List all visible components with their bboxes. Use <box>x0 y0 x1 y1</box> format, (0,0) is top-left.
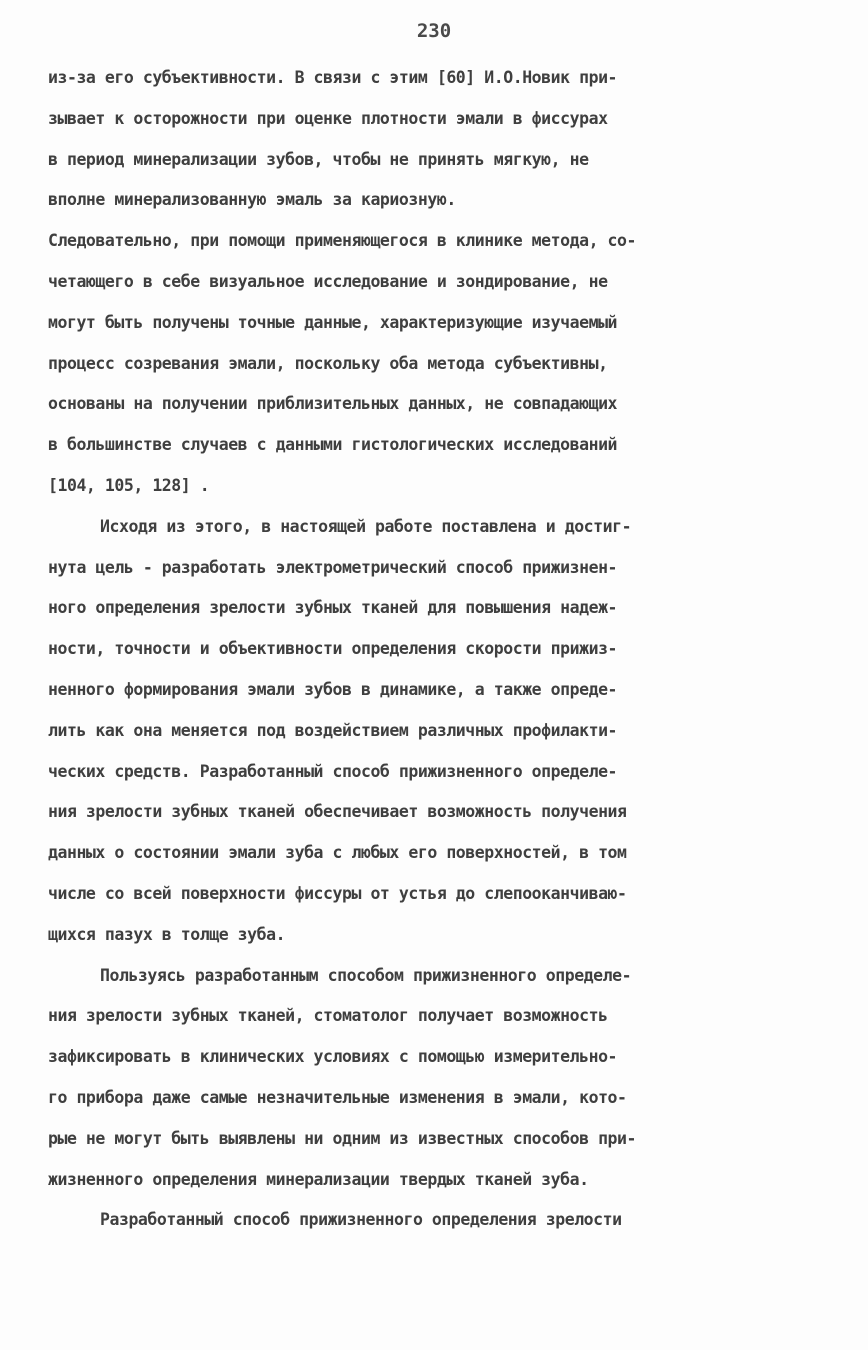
text-line: в период минерализации зубов, чтобы не принять мягкую, не <box>48 149 589 169</box>
paragraph-first-line: Исходя из этого, в настоящей работе поставлена и достиг- <box>100 516 632 536</box>
paragraph-first-line: Пользуясь разработанным способом прижизненного определе- <box>100 965 632 985</box>
paragraph-first-line: Разработанный способ прижизненного определения зрелости <box>100 1210 622 1230</box>
text-line: ния зрелости зубных тканей обеспечивает возможность получения <box>48 802 627 822</box>
text-line: Следовательно, при помощи применяющегося в клинике метода, со- <box>48 231 636 251</box>
text-line: нута цель - разработать электрометрический способ прижизнен- <box>48 557 618 577</box>
text-line: щихся пазух в толще зуба. <box>48 924 286 944</box>
text-line: процесс созревания эмали, поскольку оба метода субъективны, <box>48 353 608 373</box>
text-line: из-за его субъективности. В связи с этим [60] И.О.Новик при- <box>48 68 618 87</box>
page-number: 230 <box>416 20 452 42</box>
text-line: четающего в себе визуальное исследование и зондирование, не <box>48 271 608 291</box>
text-line: могут быть получены точные данные, характеризующие изучаемый <box>48 312 618 332</box>
text-line: ния зрелости зубных тканей, стоматолог получает возможность <box>48 1006 608 1026</box>
text-line: ческих средств. Разработанный способ прижизненного определе- <box>48 761 618 781</box>
text-line: основаны на получении приблизительных данных, не совпадающих <box>48 394 618 414</box>
text-line: зафиксировать в клинических условиях с помощью измерительно- <box>48 1047 618 1067</box>
text-line: в большинстве случаев с данными гистологических исследований <box>48 435 618 455</box>
text-line: го прибора даже самые незначительные изменения в эмали, кото- <box>48 1087 627 1107</box>
text-line: вполне минерализованную эмаль за кариозную. <box>48 190 456 210</box>
text-line: ненного формирования эмали зубов в динамике, а также опреде- <box>48 679 618 699</box>
text-line: ности, точности и объективности определения скорости прижиз- <box>48 639 618 659</box>
text-line: данных о состоянии эмали зуба с любых его поверхностей, в том <box>48 843 627 863</box>
text-line: лить как она меняется под воздействием различных профилакти- <box>48 720 618 740</box>
text-line: рые не могут быть выявлены ни одним из известных способов при- <box>48 1128 636 1148</box>
text-line: ного определения зрелости зубных тканей для повышения надеж- <box>48 598 618 618</box>
text-line: [104, 105, 128] . <box>48 475 210 495</box>
text-line: жизненного определения минерализации твердых тканей зуба. <box>48 1169 589 1189</box>
text-line: числе со всей поверхности фиссуры от устья до слепооканчиваю- <box>48 883 627 903</box>
body-text <box>48 58 848 1241</box>
text-line: зывает к осторожности при оценке плотности эмали в фиссурах <box>48 108 608 128</box>
